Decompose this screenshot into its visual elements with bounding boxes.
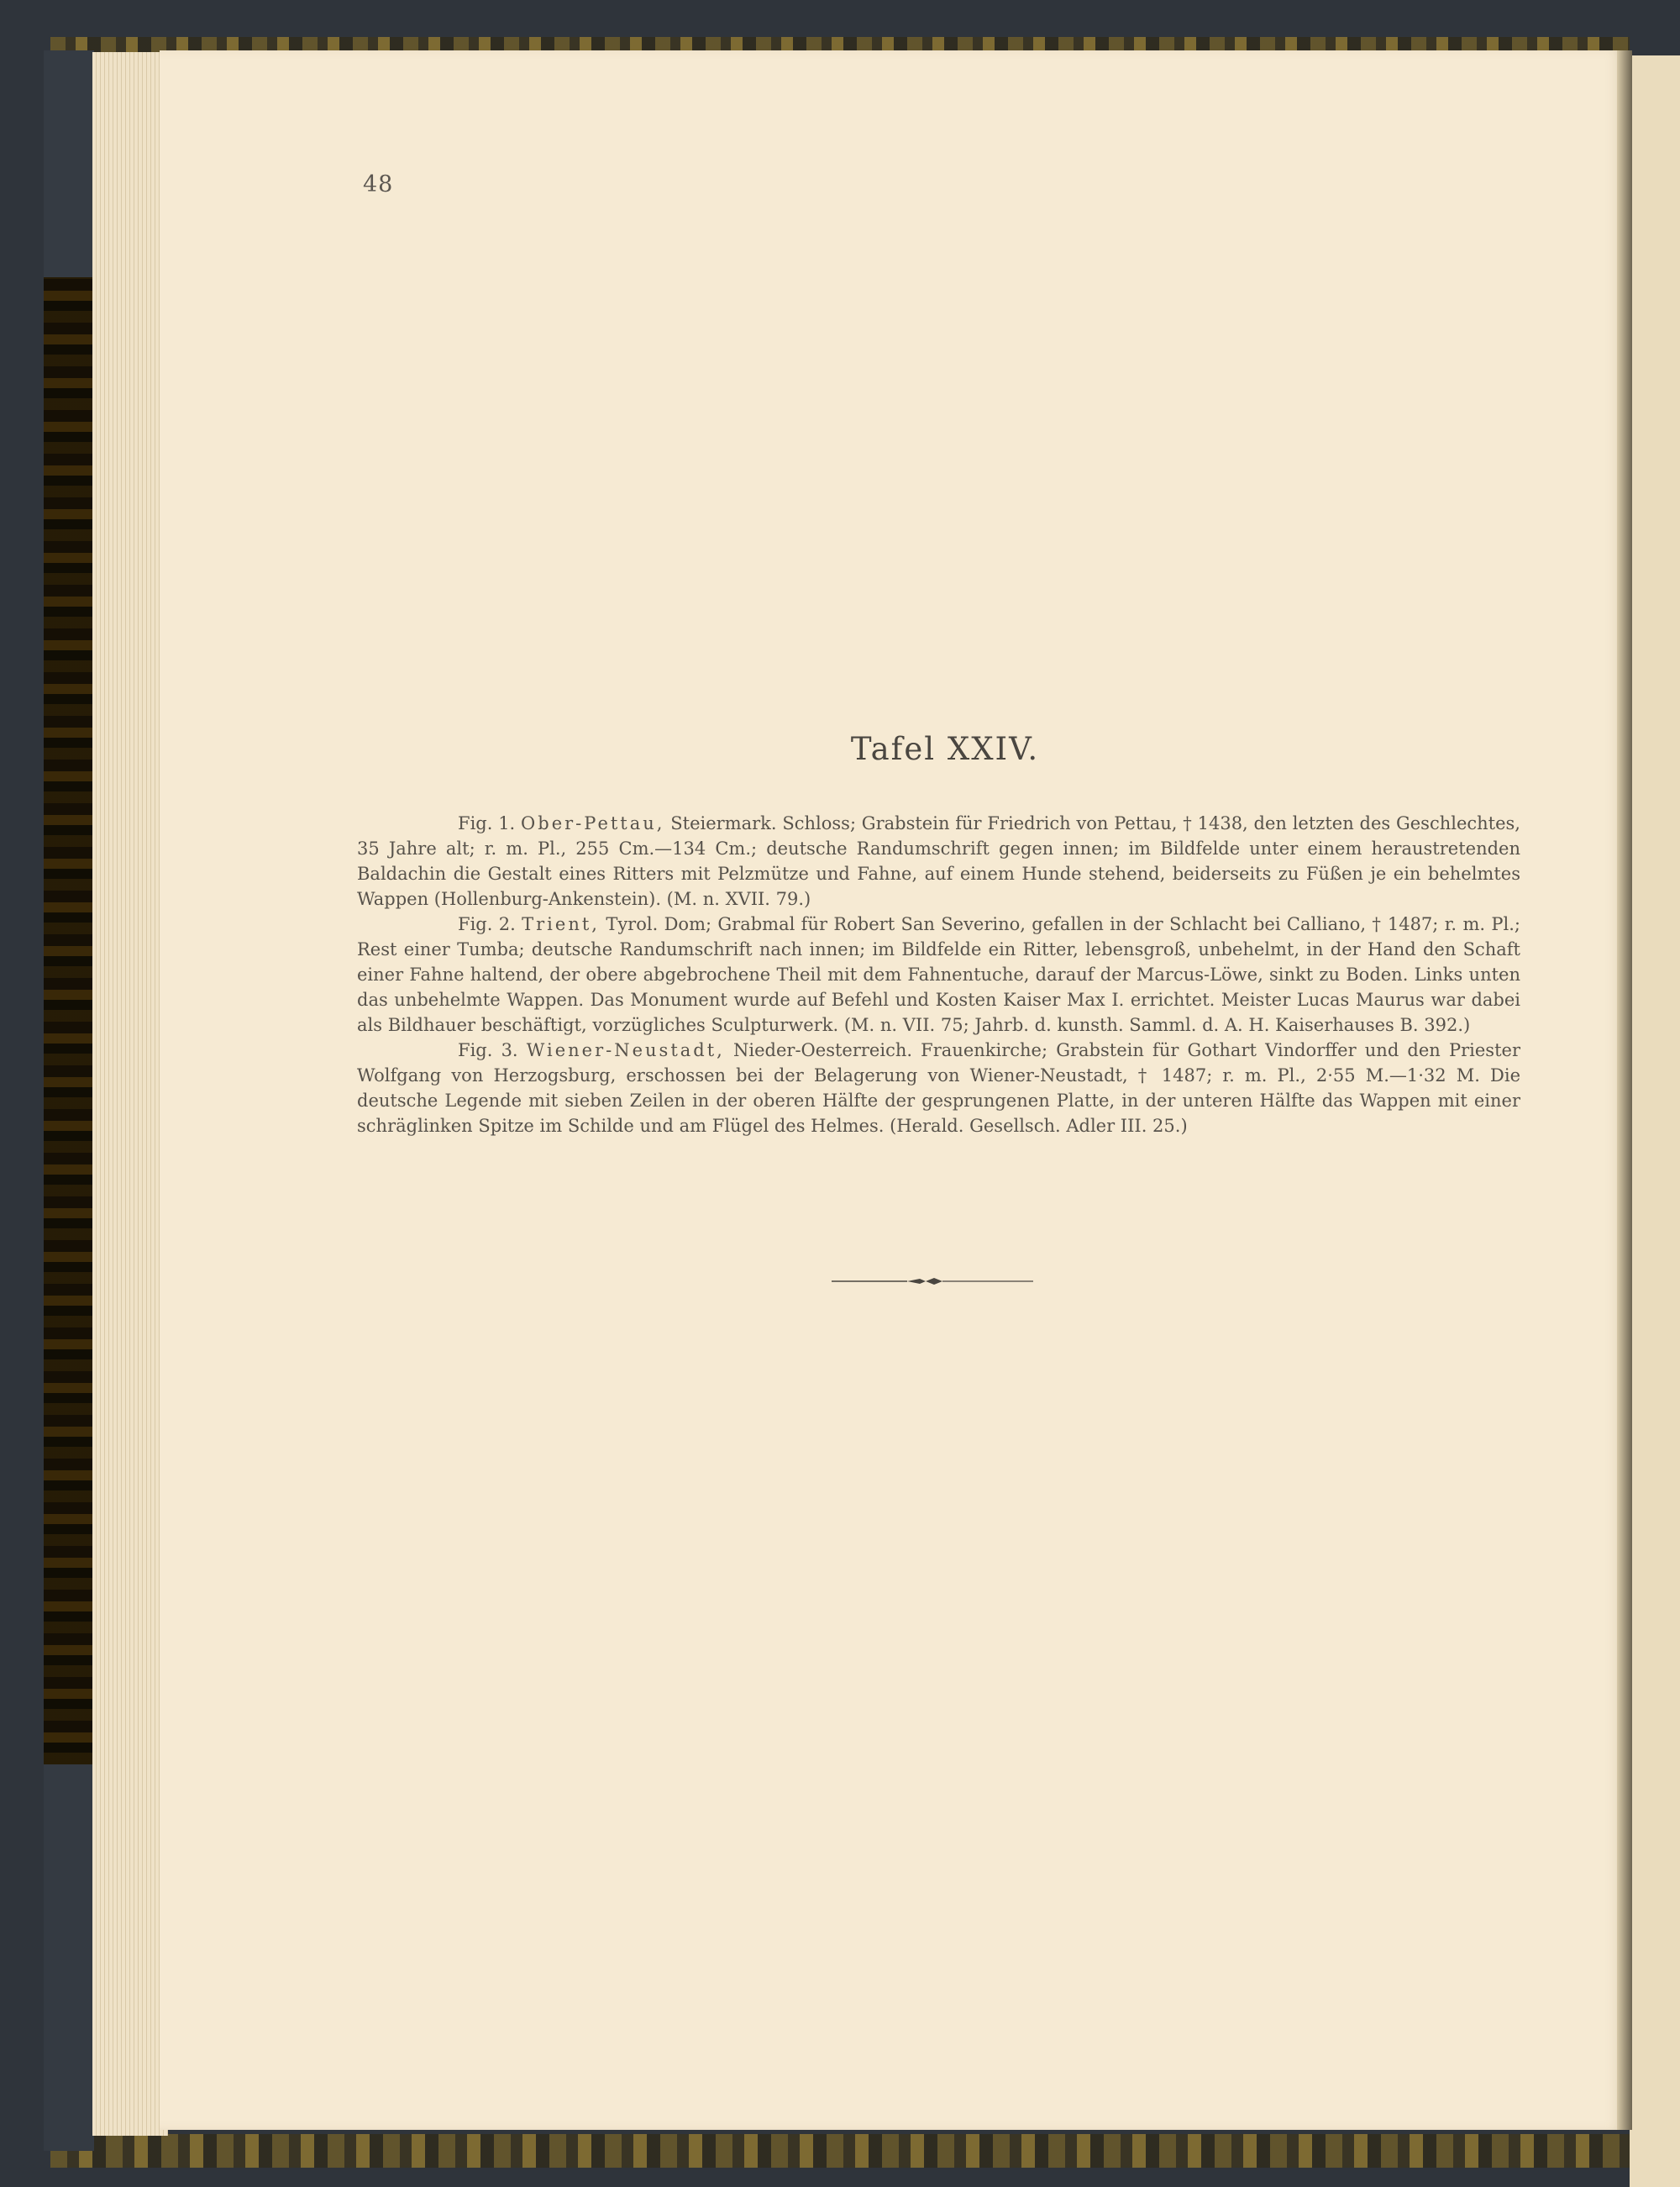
page-number: 48 [363,171,394,197]
figure-place: Wiener-Neustadt, [526,1040,725,1060]
page-gutter [1617,50,1632,2130]
plate-title: Tafel XXIV. [850,731,1040,767]
marbled-edge-bottom [50,2134,1630,2168]
figure-1-paragraph [357,811,1520,912]
divider-ornament-icon [832,1275,1033,1287]
figure-3-paragraph [357,1038,1520,1138]
figure-text: Steiermark. Schloss; Grabstein für Friedrich von Pettau, † 1438, den letzten des Geschlechtes, 35 Jahre alt; r. m. Pl., 255 Cm.—134 Cm.; deutsche Randumschrift gegen innen; im Bildfelde unter einem heraustretenden Baldachin die Gestalt eines Ritters mit Pelzmütze und Fahne, auf einem Hunde stehend, beiderseits zu Füßen je ein behelmtes Wappen (Hollenburg-Ankenstein). (M. n. XVII. 79.) [357,813,1520,909]
figure-label: Fig. 2. [458,914,516,934]
facing-page [1630,55,1680,2187]
figure-place: Trient, [522,914,600,934]
cover-left-lower [44,1764,94,2151]
marbled-edge-left [44,277,94,1764]
cover-left-upper [44,50,94,277]
figure-2-paragraph [357,912,1520,1038]
figure-descriptions [357,811,1520,1138]
page-stack-edges [92,52,168,2136]
figure-text: Nieder-Oesterreich. Frauenkirche; Grabstein für Gothart Vindorffer und den Priester Wolfgang von Herzogsburg, erschossen bei der Belagerung von Wiener-Neustadt, † 1487; r. m. Pl., 2·55 M.—1·32 M. Die deutsche Legende mit sieben Zeilen in der oberen Hälfte der gesprungenen Platte, in der unteren Hälfte das Wappen mit einer schräglinken Spitze im Schilde und am Flügel des Helmes. (Herald. Gesellsch. Adler III. 25.) [357,1040,1520,1136]
figure-place: Ober-Pettau, [521,813,665,833]
figure-label: Fig. 1. [458,813,516,833]
figure-label: Fig. 3. [458,1040,518,1060]
figure-text: Tyrol. Dom; Grabmal für Robert San Severino, gefallen in der Schlacht bei Calliano, † 1487; r. m. Pl.; Rest einer Tumba; deutsche Randumschrift nach innen; im Bildfelde ein Ritter, lebensgroß, unbehelmt, in der Hand den Schaft einer Fahne haltend, der obere abgebrochene Theil mit dem Fahnentuche, darauf der Marcus-Löwe, sinkt zu Boden. Links unten das unbehelmte Wappen. Das Monument wurde auf Befehl und Kosten Kaiser Max I. errichtet. Meister Lucas Maurus war dabei als Bildhauer beschäftigt, vorzügliches Sculpturwerk. (M. n. VII. 75; Jahrb. d. kunsth. Samml. d. A. H. Kaiserhauses B. 392.) [357,914,1520,1035]
